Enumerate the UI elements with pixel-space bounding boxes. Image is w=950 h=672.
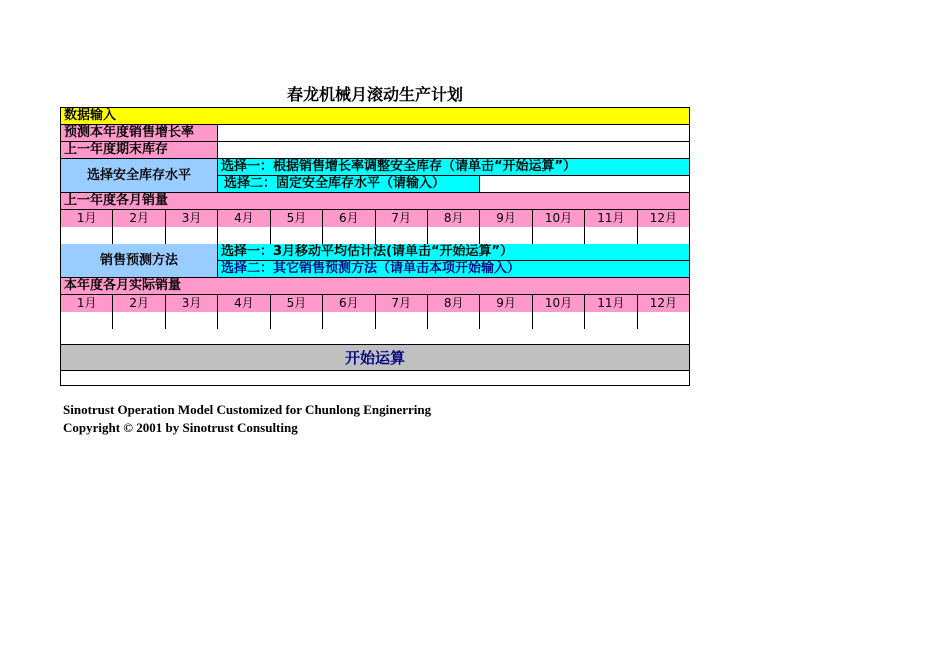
- forecast-option-1[interactable]: 选择一：3月移动平均估计法(请单击“开始运算”）: [218, 244, 689, 261]
- footer-model-line: Sinotrust Operation Model Customized for Chunlong Enginerring: [63, 402, 432, 417]
- month-input[interactable]: [638, 227, 689, 244]
- month-header: 11月: [585, 210, 637, 227]
- month-header: 11月: [585, 295, 637, 312]
- last-year-sales-label: 上一年度各月销量: [61, 193, 689, 210]
- month-input[interactable]: [585, 227, 637, 244]
- month-input[interactable]: [113, 227, 165, 244]
- month-header: 5月: [271, 210, 323, 227]
- start-calculation-button[interactable]: 开始运算: [61, 345, 689, 371]
- month-header: 8月: [428, 210, 480, 227]
- month-input[interactable]: [428, 312, 480, 329]
- forecast-option-2[interactable]: 选择二：其它销售预测方法（请单击本项开始输入）: [218, 261, 689, 278]
- month-header: 1月: [61, 295, 113, 312]
- month-header: 3月: [166, 295, 218, 312]
- safety-stock-option-1[interactable]: 选择一：根据销售增长率调整安全库存（请单击“开始运算”）: [218, 159, 689, 176]
- blank-row: [61, 329, 689, 345]
- month-header: 7月: [376, 210, 428, 227]
- last-year-month-inputs: [61, 227, 689, 245]
- month-header: 6月: [323, 210, 375, 227]
- month-header: 12月: [649, 296, 677, 310]
- month-header: 10月: [533, 210, 585, 227]
- month-input[interactable]: [480, 312, 532, 329]
- month-input[interactable]: [323, 227, 375, 244]
- safety-stock-input[interactable]: [480, 176, 689, 193]
- month-header: 1月: [61, 210, 113, 227]
- month-input[interactable]: [271, 312, 323, 329]
- last-year-month-header: [61, 210, 689, 228]
- month-input[interactable]: [533, 227, 585, 244]
- growth-rate-input[interactable]: [218, 125, 689, 142]
- last-year-inventory-label: 上一年度期末库存: [61, 142, 218, 159]
- this-year-sales-label: 本年度各月实际销量: [61, 278, 689, 295]
- growth-rate-label: 预测本年度销售增长率: [61, 125, 218, 142]
- input-sheet: [60, 107, 690, 386]
- safety-stock-label: 选择安全库存水平: [61, 159, 218, 193]
- footer-copyright-line: Copyright © 2001 by Sinotrust Consulting: [63, 420, 298, 435]
- month-header: 12月: [649, 211, 677, 225]
- data-input-header: 数据输入: [61, 108, 689, 125]
- month-header: 7月: [376, 295, 428, 312]
- month-header: 4月: [218, 295, 270, 312]
- forecast-method-label: 销售预测方法: [61, 244, 218, 278]
- month-input[interactable]: [376, 312, 428, 329]
- month-header: 3月: [166, 210, 218, 227]
- safety-stock-option-2[interactable]: 选择二：固定安全库存水平（请输入）: [218, 176, 480, 193]
- month-header: 10月: [533, 295, 585, 312]
- this-year-month-header: [61, 295, 689, 313]
- month-header: 8月: [428, 295, 480, 312]
- month-input[interactable]: [533, 312, 585, 329]
- month-input[interactable]: [271, 227, 323, 244]
- month-input[interactable]: [323, 312, 375, 329]
- bottom-blank-row: [61, 371, 689, 385]
- month-input[interactable]: [638, 312, 689, 329]
- month-header: 6月: [323, 295, 375, 312]
- month-header: 9月: [480, 295, 532, 312]
- month-input[interactable]: [428, 227, 480, 244]
- month-input[interactable]: [61, 312, 113, 329]
- month-header: 9月: [480, 210, 532, 227]
- month-header: 2月: [113, 295, 165, 312]
- month-input[interactable]: [166, 227, 218, 244]
- month-input[interactable]: [61, 227, 113, 244]
- month-input[interactable]: [166, 312, 218, 329]
- last-year-inventory-input[interactable]: [218, 142, 689, 159]
- month-input[interactable]: [585, 312, 637, 329]
- month-input[interactable]: [376, 227, 428, 244]
- month-header: 5月: [271, 295, 323, 312]
- month-header: 4月: [218, 210, 270, 227]
- month-header: 2月: [113, 210, 165, 227]
- month-input[interactable]: [218, 312, 270, 329]
- month-input[interactable]: [480, 227, 532, 244]
- month-input[interactable]: [218, 227, 270, 244]
- this-year-month-inputs: [61, 312, 689, 330]
- page-title: 春龙机械月滚动生产计划: [286, 85, 463, 104]
- month-input[interactable]: [113, 312, 165, 329]
